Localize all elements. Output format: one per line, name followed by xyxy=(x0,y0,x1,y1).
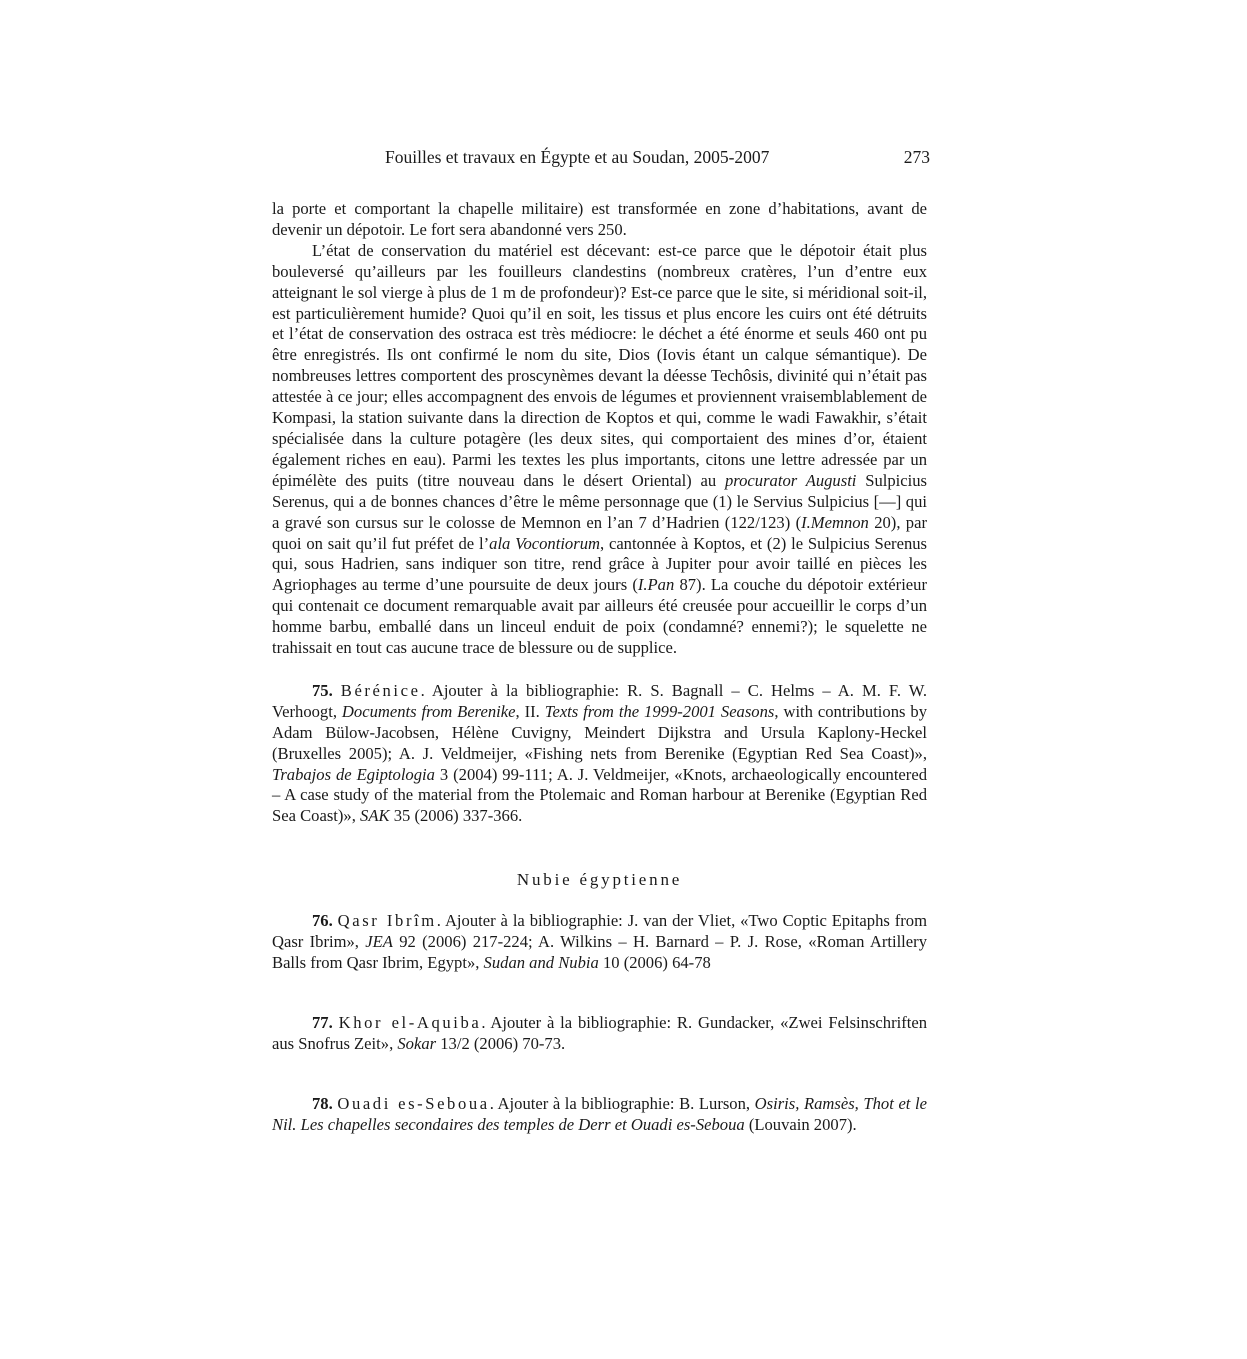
text-run: 10 (2006) 64-78 xyxy=(598,953,711,972)
italic-run: JEA xyxy=(365,932,393,952)
italic-run: Documents from Berenike xyxy=(341,701,516,721)
italic-run: Sokar xyxy=(397,1033,437,1053)
italic-run: procurator Augusti xyxy=(724,470,857,490)
paragraph-conservation xyxy=(272,241,927,659)
paragraph-continued xyxy=(272,199,927,241)
text-run: 87). La couche du dépotoir extérieur qui contenait ce document remarquable avait par ailleurs été creusée pour accueillir le corps d’un homme barbu, emballé dans un linceul enduit de poix (condamné? ennemi?); le squelette ne trahissait en tout cas aucune trace de blessure ou de supplice. xyxy=(272,575,927,658)
text-run: . Ajouter à la bibliographie: J. van der Vliet, «Two Coptic Epitaphs from Qasr Ibrim», xyxy=(272,911,927,952)
italic-run: Osiris, Ramsès, Thot et le Nil. Les chapelles secondaires des temples de Derr et Ouadi es-Seboua xyxy=(272,1093,927,1134)
text-run: la porte et comportant la chapelle militaire) est transformée en zone d’habitations, avant de devenir un dépotoir. Le fort sera abandonné vers 250. xyxy=(272,199,927,239)
body-text xyxy=(272,199,927,1136)
entry-76 xyxy=(272,911,927,974)
text-run: 3 (2004) 99-111; A. J. Veldmeijer, «Knots, archaeologically encountered – A case study of the material from the Ptolemaic and Roman harbour at Berenike (Egyptian Red Sea Coast)», xyxy=(272,764,927,826)
entry-78 xyxy=(272,1094,927,1136)
site-name: Qasr Ibrîm xyxy=(337,911,437,931)
entry-75 xyxy=(272,681,927,827)
italic-run: Texts from the 1999-2001 Seasons xyxy=(544,701,775,721)
text-run: 13/2 (2006) 70-73. xyxy=(436,1033,566,1053)
text-run: (Louvain 2007). xyxy=(744,1114,857,1134)
text-run: 35 (2006) 337-366. xyxy=(389,806,523,826)
text-run: . Ajouter à la bibliographie: R. Gundacker, «Zwei Felsinschriften aus Snofrus Zeit», xyxy=(272,1012,927,1053)
entry-77 xyxy=(272,1013,927,1055)
entry-number: 76. xyxy=(312,911,333,931)
italic-run: ala Vocontiorum xyxy=(489,533,600,553)
site-name: Bérénice xyxy=(340,680,421,700)
text-run: L’état de conservation du matériel est décevant: est-ce parce que le dépotoir était plus bouleversé qu’ailleurs par les fouilleurs clandestins (nombreux cratères, l’un d’entre eux atteignant le sol vierge à plus de 1 m de profondeur)? Est-ce parce que le site, si méridional soit-il, est particulièrement humide? Quoi qu’il en soit, les tissus et plus encore les cuirs ont été détruits et l’état de conservation des ostraca est très médiocre: le déchet a été énorme et seuls 460 ont pu être enregistrés. Ils ont confirmé le nom du site, Dios (Iovis étant un calque sémantique). De nombreuses lettres comportent des proscynèmes devant la déesse Techôsis, divinité qui n’était pas attestée à ce jour; elles accompagnent des envois de légumes et proviennent vraisemblablement de Kompasi, la station suivante dans la direction de Koptos et qui, comme le wadi Fawakhir, s’était spécialisée dans la culture potagère (les deux sites, qui comportaient des mines d’or, étaient également riches en eau). Parmi les textes les plus importants, citons une lettre adressée par un épimélète des puits (titre nouveau dans le désert Oriental) au xyxy=(272,240,927,490)
italic-run: SAK xyxy=(360,806,390,826)
site-name: Ouadi es-Seboua xyxy=(337,1093,490,1113)
site-name: Khor el-Aquiba xyxy=(338,1012,482,1032)
page-number: 273 xyxy=(903,147,930,167)
text-run: . Ajouter à la bibliographie: R. S. Bagnall – C. Helms – A. M. F. W. Verhoogt, xyxy=(272,680,927,721)
entry-number: 75. xyxy=(312,680,333,700)
text-run: , with contributions by Adam Bülow-Jacobsen, Hélène Cuvigny, Meindert Dijkstra and Ursula Kaplony-Heckel (Bruxelles 2005); A. J. Veldmeijer, «Fishing nets from Berenike (Egyptian Red Sea Coast)», xyxy=(272,701,927,763)
entry-number: 77. xyxy=(312,1012,333,1032)
text-run: Sulpicius Serenus, qui a de bonnes chances d’être le même personnage que (1) le Servius Sulpicius [—] qui a gravé son cursus sur le colosse de Memnon en l’an 7 d’Hadrien (122/123) ( xyxy=(272,470,928,532)
text-run: 92 (2006) 217-224; A. Wilkins – H. Barnard – P. J. Rose, «Roman Artillery Balls from Qasr Ibrim, Egypt», xyxy=(272,932,927,972)
italic-run: I.Memnon xyxy=(801,512,869,532)
text-run: , II. xyxy=(515,701,545,721)
running-title: Fouilles et travaux en Égypte et au Soudan, 2005-2007 xyxy=(385,147,770,167)
text-run: 20), par quoi on sait qu’il fut préfet de l’ xyxy=(272,512,927,553)
italic-run: Trabajos de Egiptologia xyxy=(272,764,435,784)
text-run: , cantonnée à Koptos, et (2) le Sulpicius Serenus qui, sous Hadrien, sans indiquer son titre, rend grâce à Jupiter pour avoir taillé en pièces les Agriophages au terme d’une poursuite de deux jours ( xyxy=(272,533,928,595)
italic-run: I.Pan xyxy=(637,575,675,595)
entry-number: 78. xyxy=(312,1093,333,1113)
section-title: Nubie égyptienne xyxy=(516,870,683,890)
italic-run: Sudan and Nubia xyxy=(483,953,599,972)
text-run: . Ajouter à la bibliographie: B. Lurson, xyxy=(489,1093,755,1113)
